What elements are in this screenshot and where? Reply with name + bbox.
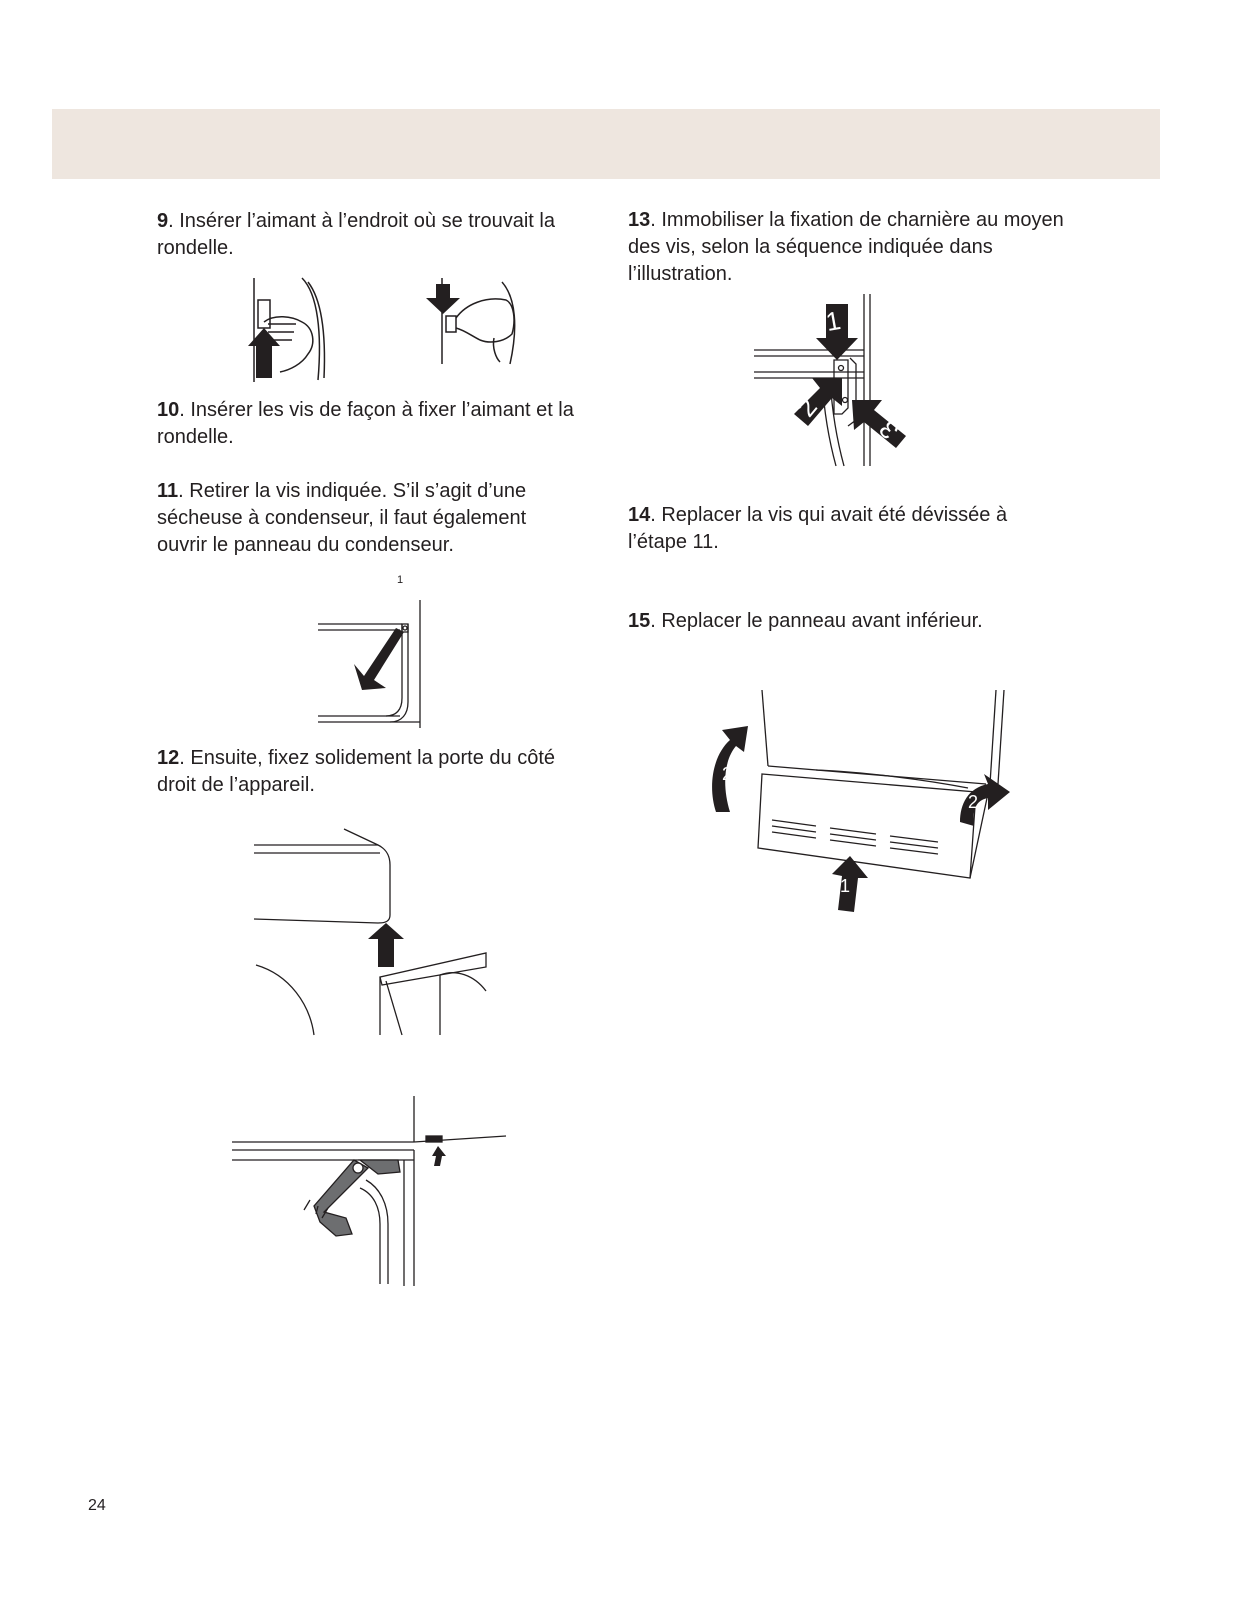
figure-step-9-right [430, 278, 520, 368]
figure-step-15 [706, 688, 1016, 918]
step-12 [157, 745, 577, 799]
step-14 [628, 502, 1068, 556]
sequence-arrow-1 [826, 856, 868, 912]
step-number: 14 [628, 504, 651, 526]
step-number: 13 [628, 209, 651, 231]
step-text: . Ensuite, fixez solidement la porte du côté droit de l’appareil. [157, 747, 556, 796]
sequence-arrow-2 [792, 378, 842, 428]
step-number: 9 [157, 210, 169, 232]
step-text: . Insérer les vis de façon à fixer l’aimant et la rondelle. [157, 399, 574, 448]
step-text: . Retirer la vis indiquée. S’il s’agit d’une sécheuse à condenseur, il faut également ouvrir le panneau du condenseur. [157, 480, 527, 556]
sequence-arrow-3 [852, 400, 908, 450]
step-number: 11 [157, 480, 179, 502]
step-text: . Immobiliser la fixation de charnière au moyen des vis, selon la séquence indiquée dans l’illustration. [628, 209, 1064, 285]
figure-step-11-callout: 1 [397, 574, 404, 586]
sequence-arrow-2-right [958, 774, 1010, 826]
sequence-label-2: 2 [790, 391, 823, 423]
step-number: 15 [628, 610, 651, 632]
step-15 [628, 608, 1068, 635]
figure-step-9-left [244, 274, 334, 386]
sequence-arrow-1 [816, 304, 858, 360]
figure-step-13 [752, 294, 917, 469]
step-13 [628, 207, 1068, 288]
step-10 [157, 397, 577, 451]
sequence-label-2-left: 2 [722, 764, 733, 784]
header-band [52, 109, 1160, 179]
step-11 [157, 478, 577, 559]
step-number: 12 [157, 747, 180, 769]
sequence-label-1: 1 [840, 876, 851, 896]
step-9 [157, 208, 577, 262]
step-text: . Insérer l’aimant à l’endroit où se trouvait la rondelle. [157, 210, 555, 259]
figure-step-12-door [250, 825, 490, 1040]
sequence-label-2-right: 2 [968, 792, 979, 812]
sequence-arrow-2-left [708, 726, 748, 812]
figure-step-12-hinge [228, 1094, 513, 1289]
step-text: . Replacer le panneau avant inférieur. [650, 610, 983, 632]
page-number: 24 [88, 1497, 106, 1514]
sequence-label-1: 1 [823, 304, 843, 338]
sequence-label-3: 3 [872, 414, 905, 446]
step-number: 10 [157, 399, 180, 421]
step-text: . Replacer la vis qui avait été dévissée à l’étape 11. [628, 504, 1008, 553]
figure-step-11 [316, 598, 428, 732]
